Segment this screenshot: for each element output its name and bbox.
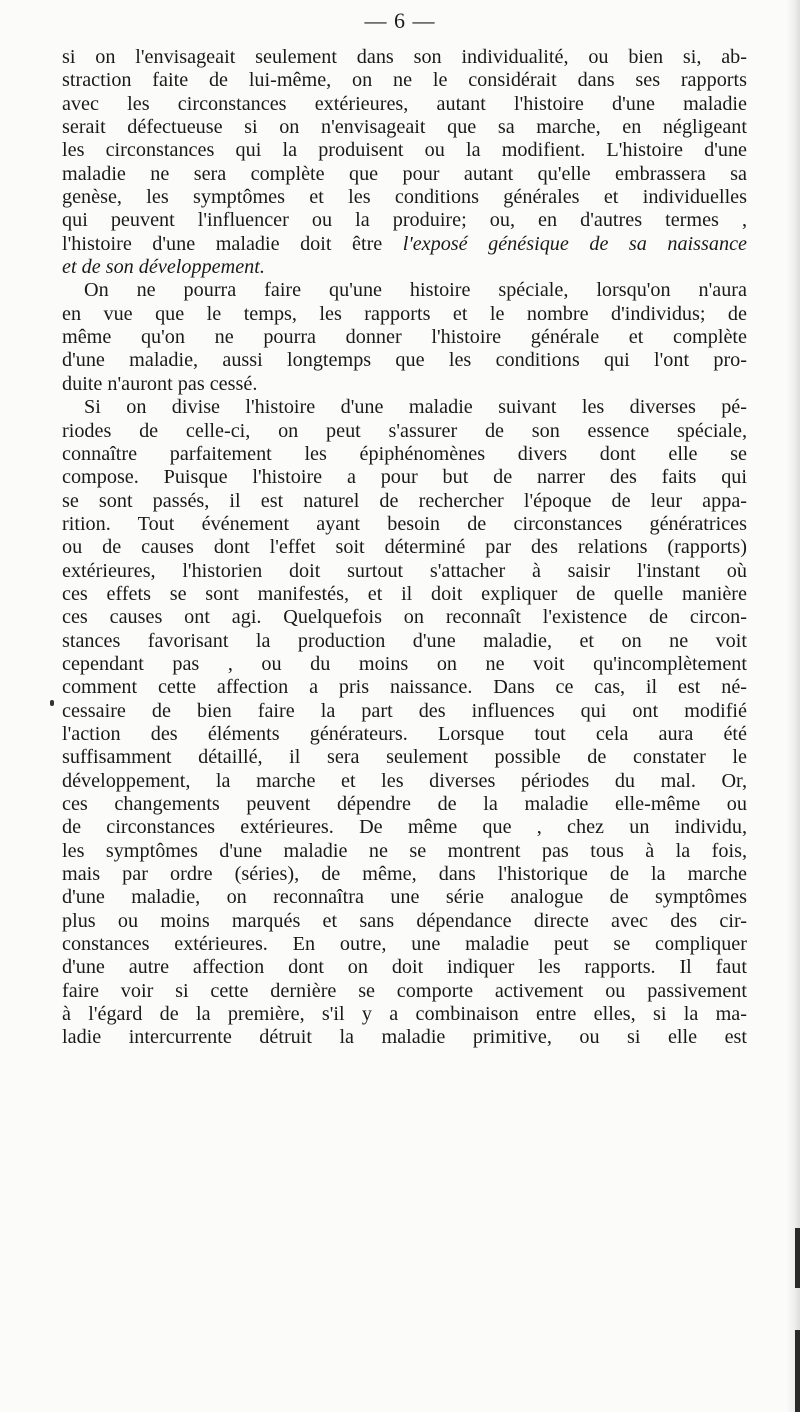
text-line [62,69,747,92]
text-line-roman: suffisamment détaillé, il sera seulement possible de constater le [62,746,747,769]
body-text [62,46,747,1050]
text-line-roman: ces causes ont agi. Quelquefois on reconnaît l'existence de circon- [62,606,747,629]
text-line-roman: en vue que le temps, les rapports et le nombre d'individus; de [62,302,747,325]
text-line-roman: connaître parfaitement les épiphénomènes divers dont elle se [62,442,747,465]
text-line [62,326,747,349]
text-line-roman: Si on divise l'histoire d'une maladie suivant les diverses pé- [84,396,747,419]
text-line-roman: ladie intercurrente détruit la maladie primitive, ou si elle est [62,1026,747,1049]
text-line-roman: les circonstances qui la produisent ou la modifient. L'histoire d'une [62,139,747,162]
text-line-roman: On ne pourra faire qu'une histoire spéciale, lorsqu'on n'aura [84,279,747,302]
text-line-roman: même qu'on ne pourra donner l'histoire générale et complète [62,326,747,349]
text-line-roman: l'histoire d'une maladie doit être [62,232,403,255]
text-line [62,490,747,513]
text-line [62,139,747,162]
text-line-roman: à l'égard de la première, s'il y a combinaison entre elles, si la ma- [62,1003,747,1026]
text-line-roman: stances favorisant la production d'une maladie, et on ne voit [62,629,747,652]
text-line [62,980,747,1003]
text-line [62,349,747,372]
text-line [62,1026,747,1049]
text-line-roman: duite n'auront pas cessé. [62,372,258,395]
text-line-roman: mais par ordre (séries), de même, dans l'historique de la marche [62,863,747,886]
text-line-italic: l'exposé génésique de sa naissance [402,232,747,255]
text-line [62,93,747,116]
text-line [62,233,747,256]
text-line-roman: straction faite de lui-même, on ne le considérait dans ses rapports [62,69,747,92]
text-line-roman: serait défectueuse si on n'envisageait que sa marche, en négligeant [62,116,747,139]
text-line-roman: cependant pas , ou du moins on ne voit qu'incomplètement [62,652,747,675]
text-line-roman: faire voir si cette dernière se comporte activement ou passivement [62,979,747,1002]
page-edge-mark [795,1330,800,1412]
text-line-roman: comment cette affection a pris naissance. Dans ce cas, il est né- [62,676,747,699]
text-line-roman: d'une autre affection dont on doit indiquer les rapports. Il faut [62,956,747,979]
text-line [62,46,747,69]
text-line [62,303,747,326]
text-line-roman: développement, la marche et les diverses périodes du mal. Or, [62,769,747,792]
text-line-roman: avec les circonstances extérieures, autant l'histoire d'une maladie [62,92,747,115]
text-line [62,910,747,933]
text-line-roman: se sont passés, il est naturel de rechercher l'époque de leur appa- [62,489,747,512]
text-line [62,420,747,443]
text-line [62,116,747,139]
text-line-roman: cessaire de bien faire la part des influences qui ont modifié [62,699,747,722]
text-line [62,933,747,956]
text-line [62,723,747,746]
text-line-roman: rition. Tout événement ayant besoin de circonstances génératrices [62,512,747,535]
text-line-roman: d'une maladie, aussi longtemps que les conditions qui l'ont pro- [62,349,747,372]
text-line [62,513,747,536]
text-line-roman: plus ou moins marqués et sans dépendance directe avec des cir- [62,909,747,932]
text-line-roman: riodes de celle-ci, on peut s'assurer de son essence spéciale, [62,419,747,442]
text-line [62,676,747,699]
text-line [62,606,747,629]
text-line-roman: extérieures, l'historien doit surtout s'attacher à saisir l'instant où [62,559,747,582]
page-edge-mark [795,1228,800,1288]
text-line-roman: constances extérieures. En outre, une maladie peut se compliquer [62,933,747,956]
text-line-roman: ces changements peuvent dépendre de la maladie elle-même ou [62,793,747,815]
text-line [62,770,747,793]
text-line [62,536,747,559]
text-line-roman: les symptômes d'une maladie ne se montrent pas tous à la fois, [62,839,747,862]
text-line-roman: maladie ne sera complète que pour autant qu'elle embrassera sa [62,162,747,185]
text-line-roman: de circonstances extérieures. De même que , chez un individu, [62,816,747,839]
text-line [62,840,747,863]
text-line [62,373,747,396]
text-line [62,816,747,839]
text-line-roman: compose. Puisque l'histoire a pour but de narrer des faits qui [62,466,747,489]
page-edge-shadow [786,0,800,1412]
text-line [62,186,747,209]
text-line-roman: ou de causes dont l'effet soit déterminé par des relations (rapports) [62,536,747,559]
text-line [62,1003,747,1026]
text-line [62,630,747,653]
text-line [62,863,747,886]
text-line-roman: si on l'envisageait seulement dans son individualité, ou bien si, ab- [62,46,747,68]
text-line [62,256,747,279]
text-line-roman: ces effets se sont manifestés, et il doit expliquer de quelle manière [62,582,747,605]
text-line [62,443,747,466]
text-line [62,886,747,909]
text-line [62,560,747,583]
text-line-italic: et de son développement. [62,256,265,279]
text-line [62,209,747,232]
text-line [62,466,747,489]
text-line [62,653,747,676]
text-line-roman: genèse, les symptômes et les conditions générales et individuelles [62,186,747,209]
margin-ink-mark [50,700,54,706]
text-line [62,700,747,723]
text-line [62,956,747,979]
text-line [62,163,747,186]
page-number: — 6 — [364,8,436,33]
text-line [62,793,747,816]
text-line [62,279,747,302]
text-line-roman: l'action des éléments générateurs. Lorsque tout cela aura été [62,722,747,745]
text-line [62,746,747,769]
text-line-roman: d'une maladie, on reconnaîtra une série analogue de symptômes [62,886,747,909]
text-line-roman: qui peuvent l'influencer ou la produire; ou, en d'autres termes , [62,209,747,232]
text-line [62,396,747,419]
text-line [62,583,747,606]
